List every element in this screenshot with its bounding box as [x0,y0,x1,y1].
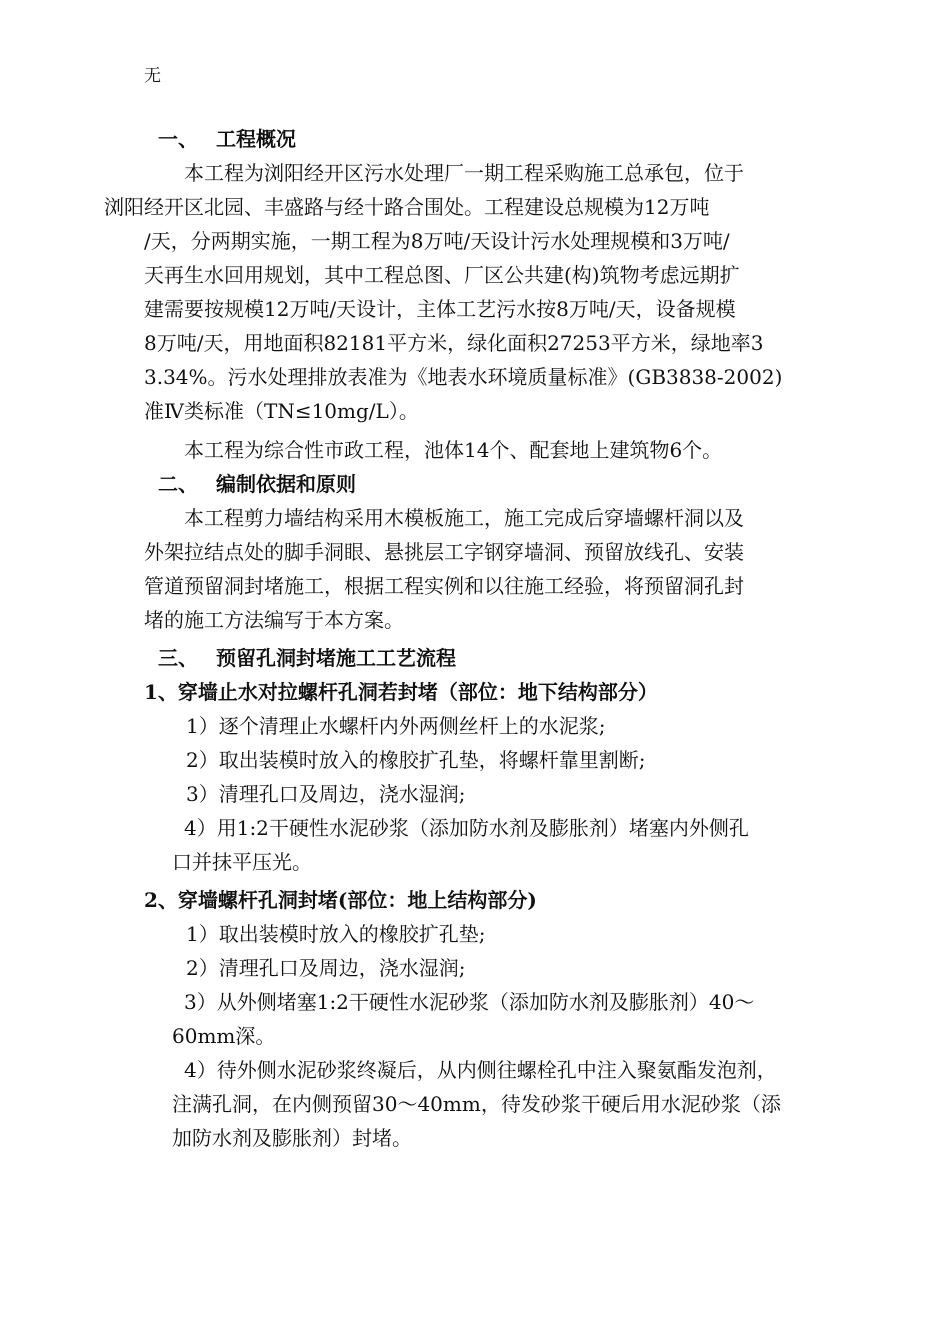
section-1-title: 工程概况 [216,127,296,151]
subsection-2-step-1: 1）取出装模时放入的橡胶扩孔垫; [186,922,486,946]
subsection-2-step-3 [144,985,808,1053]
step-line: 60mm深。 [172,1024,276,1048]
section-3-heading [144,641,808,675]
subsection-1-title: 1、穿墙止水对拉螺杆孔洞若封堵（部位：地下结构部分） [144,680,658,704]
subsection-1-step-1: 1）逐个清理止水螺杆内外两侧丝杆上的水泥浆; [186,714,606,738]
paragraph-line: 8万吨/天，用地面积82181平方米，绿化面积27253平方米，绿地率3 [144,331,764,355]
paragraph-line: 3.34%。污水处理排放表准为《地表水环境质量标准》(GB3838-2002) [144,365,783,389]
section-2-paragraph [144,501,808,637]
header-note: 无 [144,66,161,86]
subsection-1-step-2: 2）取出装模时放入的橡胶扩孔垫，将螺杆靠里割断; [186,748,646,772]
subsection-1-step-3: 3）清理孔口及周边，浇水湿润; [186,782,466,806]
paragraph-line: 天再生水回用规划，其中工程总图、厂区公共建(构)筑物考虑远期扩 [144,263,740,287]
paragraph-line: 本工程剪力墙结构采用木模板施工，施工完成后穿墙螺杆洞以及 [184,506,744,530]
section-3-title: 预留孔洞封堵施工工艺流程 [216,646,456,670]
paragraph-line: 准Ⅳ类标准（TN≤10mg/L）。 [144,399,419,423]
document-body [104,122,808,1155]
subsection-2-step-4 [144,1053,808,1155]
step-line: 3）从外侧堵塞1:2干硬性水泥砂浆（添加防水剂及膨胀剂）40～ [184,990,755,1014]
subsection-2-step-2: 2）清理孔口及周边，浇水湿润; [186,956,466,980]
section-1-number: 一、 [158,127,198,151]
paragraph-line: 外架拉结点处的脚手洞眼、悬挑层工字钢穿墙洞、预留放线孔、安装 [144,540,744,564]
step-line: 4）待外侧水泥砂浆终凝后，从内侧往螺栓孔中注入聚氨酯发泡剂， [184,1058,777,1082]
step-line: 4）用1:2干硬性水泥砂浆（添加防水剂及膨胀剂）堵塞内外侧孔 [184,816,749,840]
section-1-paragraph-2: 本工程为综合性市政工程，池体14个、配套地上建筑物6个。 [184,438,723,462]
section-2-title: 编制依据和原则 [216,472,356,496]
step-line: 口并抹平压光。 [172,850,312,874]
section-1-paragraph-1 [104,156,808,428]
paragraph-line: 建需要按规模12万吨/天设计，主体工艺污水按8万吨/天，设备规模 [144,297,736,321]
paragraph-line: 本工程为浏阳经开区污水处理厂一期工程采购施工总承包，位于 [184,161,744,185]
section-1-heading [144,122,808,156]
step-line: 加防水剂及膨胀剂）封堵。 [172,1126,412,1150]
paragraph-line: 堵的施工方法编写于本方案。 [144,608,404,632]
section-2-heading [144,467,808,501]
section-2-number: 二、 [158,472,198,496]
paragraph-line: 浏阳经开区北园、丰盛路与经十路合围处。工程建设总规模为12万吨 [104,195,710,219]
subsection-1-step-4 [144,811,808,879]
section-3-number: 三、 [158,646,198,670]
paragraph-line: /天，分两期实施，一期工程为8万吨/天设计污水处理规模和3万吨/ [144,229,730,253]
subsection-2-title: 2、穿墙螺杆孔洞封堵(部位：地上结构部分) [144,888,537,912]
step-line: 注满孔洞，在内侧预留30～40mm，待发砂浆干硬后用水泥砂浆（添 [172,1092,781,1116]
paragraph-line: 管道预留洞封堵施工，根据工程实例和以往施工经验，将预留洞孔封 [144,574,744,598]
